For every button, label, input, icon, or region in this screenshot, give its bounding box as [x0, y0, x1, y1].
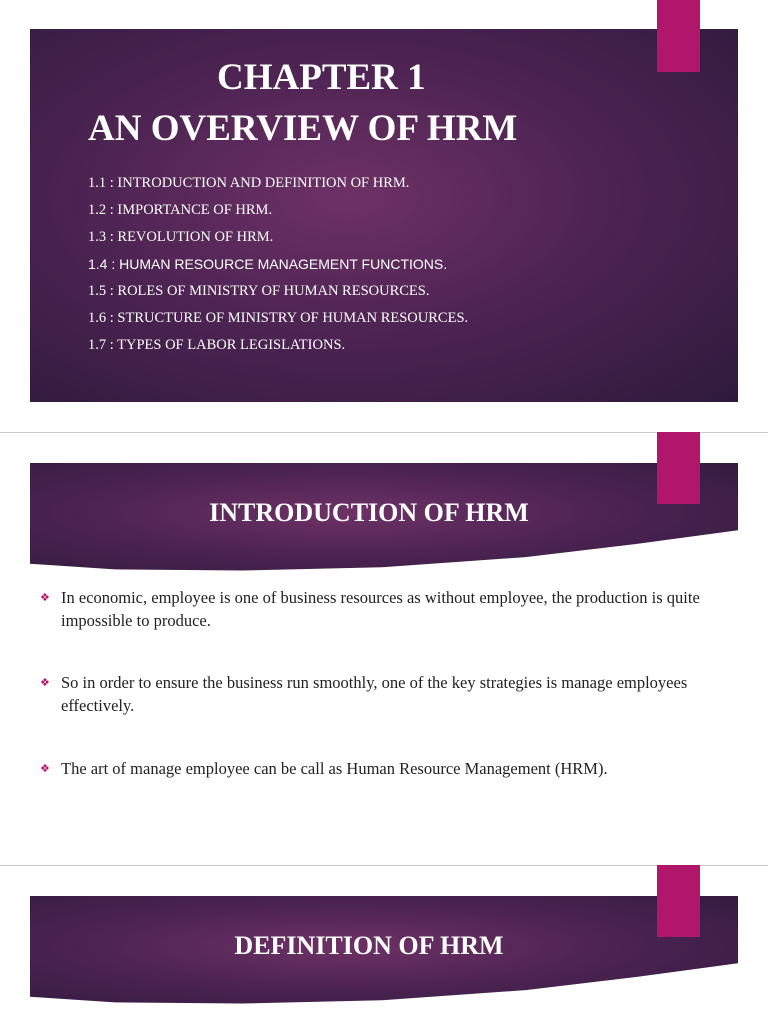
accent-tab: [657, 865, 700, 937]
diamond-bullet-icon: ❖: [40, 676, 50, 689]
diamond-bullet-icon: ❖: [40, 591, 50, 604]
chapter-number: CHAPTER 1: [217, 57, 426, 98]
diamond-bullet-icon: ❖: [40, 762, 50, 775]
toc-item: 1.1 : INTRODUCTION AND DEFINITION OF HRM.: [88, 175, 410, 191]
slide-divider: [0, 865, 768, 866]
toc-item: 1.3 : REVOLUTION OF HRM.: [88, 229, 274, 245]
bullet-text: The art of manage employee can be call as Human Resource Management (HRM).: [61, 759, 608, 778]
toc-item: 1.5 : ROLES OF MINISTRY OF HUMAN RESOURCES.: [88, 283, 430, 299]
chapter-title: AN OVERVIEW OF HRM: [88, 108, 518, 149]
accent-tab: [657, 0, 700, 72]
bullet-item: [40, 757, 720, 780]
bullet-item: [40, 586, 720, 632]
toc-item: 1.4 : HUMAN RESOURCE MANAGEMENT FUNCTIONS.: [88, 256, 448, 272]
intro-title: INTRODUCTION OF HRM: [209, 498, 529, 527]
toc-item: 1.7 : TYPES OF LABOR LEGISLATIONS.: [88, 337, 346, 353]
bullet-item: [40, 671, 720, 717]
bullet-text: In economic, employee is one of business resources as without employee, the production is quite impossible to produce.: [61, 588, 700, 630]
slide-divider: [0, 432, 768, 433]
accent-tab: [657, 432, 700, 504]
bullet-text: So in order to ensure the business run smoothly, one of the key strategies is manage employees effectively.: [61, 673, 688, 715]
toc-item: 1.6 : STRUCTURE OF MINISTRY OF HUMAN RESOURCES.: [88, 310, 469, 326]
definition-title: DEFINITION OF HRM: [234, 931, 504, 960]
toc-item: 1.2 : IMPORTANCE OF HRM.: [88, 202, 273, 218]
